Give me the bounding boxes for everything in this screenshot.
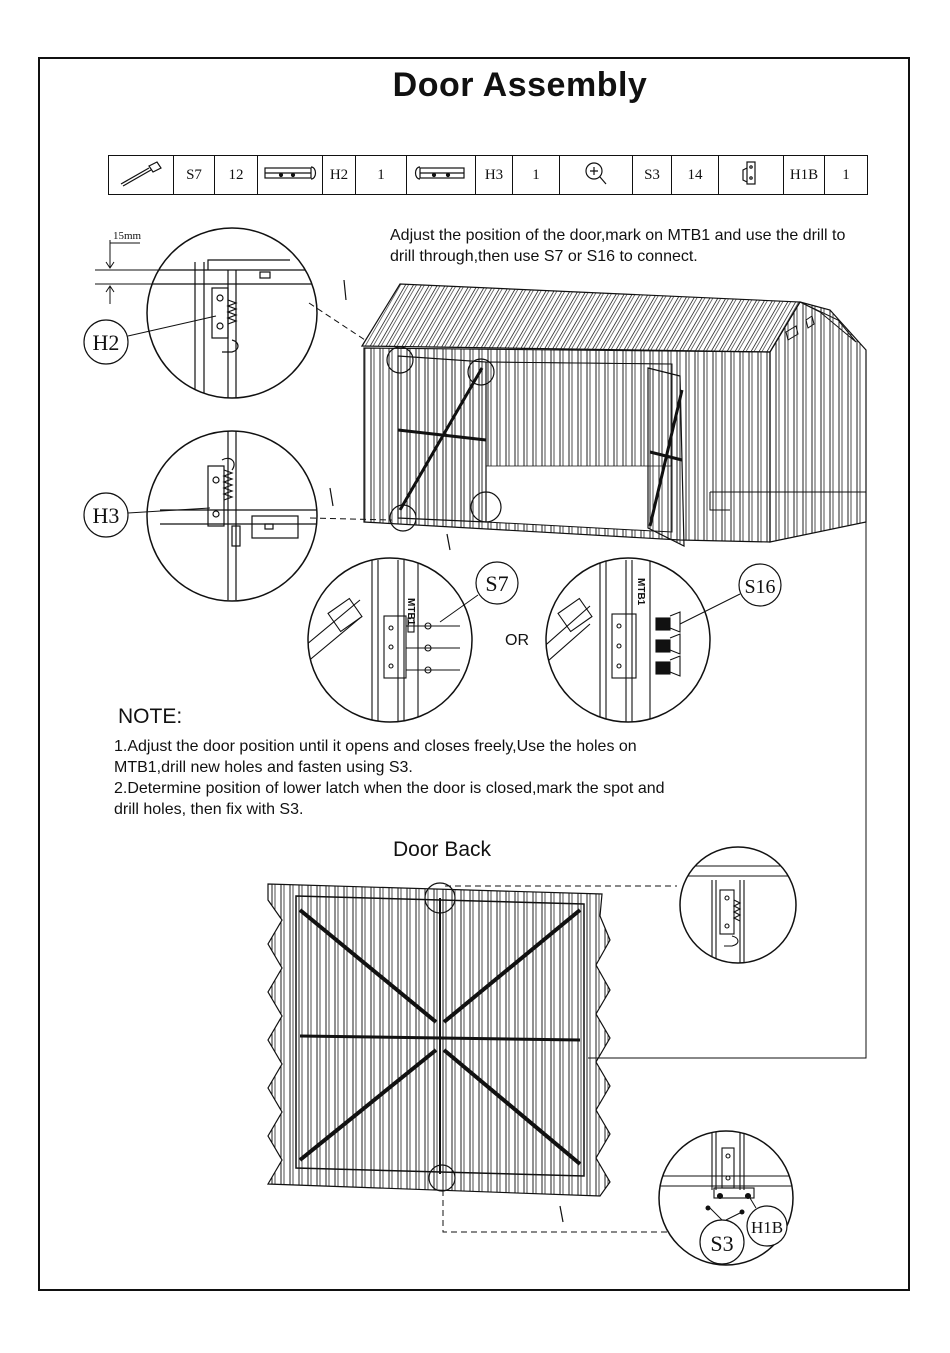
part-qty: 12 (215, 156, 258, 195)
assembly-instruction: Adjust the position of the door,mark on MTB1 and use the drill to drill through,then use S7 or S16 to connect. (390, 227, 846, 265)
s3-callout: S3 (710, 1231, 734, 1256)
s7-rivet-detail (300, 558, 472, 730)
part-code: H2 (323, 156, 356, 195)
mtb1-label: MTB1 (405, 598, 416, 626)
part-qty: 14 (672, 156, 719, 195)
dimension-label: 15mm (113, 230, 142, 242)
door-back-label: Door Back (393, 838, 492, 861)
s16-callout: S16 (744, 576, 776, 598)
part-code: S3 (633, 156, 672, 195)
h3-callout: H3 (92, 503, 120, 528)
part-qty: 1 (513, 156, 560, 195)
dimension-marker (95, 240, 208, 304)
door-hinge-detail (680, 847, 800, 970)
note-line-2: 2.Determine position of lower latch when the door is closed,mark the spot and drill holes, then fix with S3. (114, 780, 665, 818)
part-code: S7 (174, 156, 215, 195)
h3-hinge-detail (147, 430, 320, 601)
or-label: OR (505, 632, 529, 649)
note-heading: NOTE: (118, 705, 183, 728)
h1b-callout: H1B (750, 1218, 784, 1237)
note-line-1: 1.Adjust the door position until it opens and closes freely,Use the holes on MTB1,drill new holes and fasten using S3. (114, 738, 637, 776)
part-code: H1B (784, 156, 825, 195)
note-body (114, 736, 674, 820)
mtb1-label: MTB1 (635, 578, 646, 606)
s7-callout: S7 (485, 571, 509, 596)
door-back-illustration (268, 883, 610, 1196)
part-qty: 1 (356, 156, 407, 195)
page-title: Door Assembly (392, 66, 648, 104)
part-code: H3 (476, 156, 513, 195)
part-qty: 1 (825, 156, 868, 195)
s16-rivet-detail (540, 558, 710, 730)
h2-callout: H2 (92, 330, 120, 355)
h2-hinge-detail (147, 228, 330, 420)
